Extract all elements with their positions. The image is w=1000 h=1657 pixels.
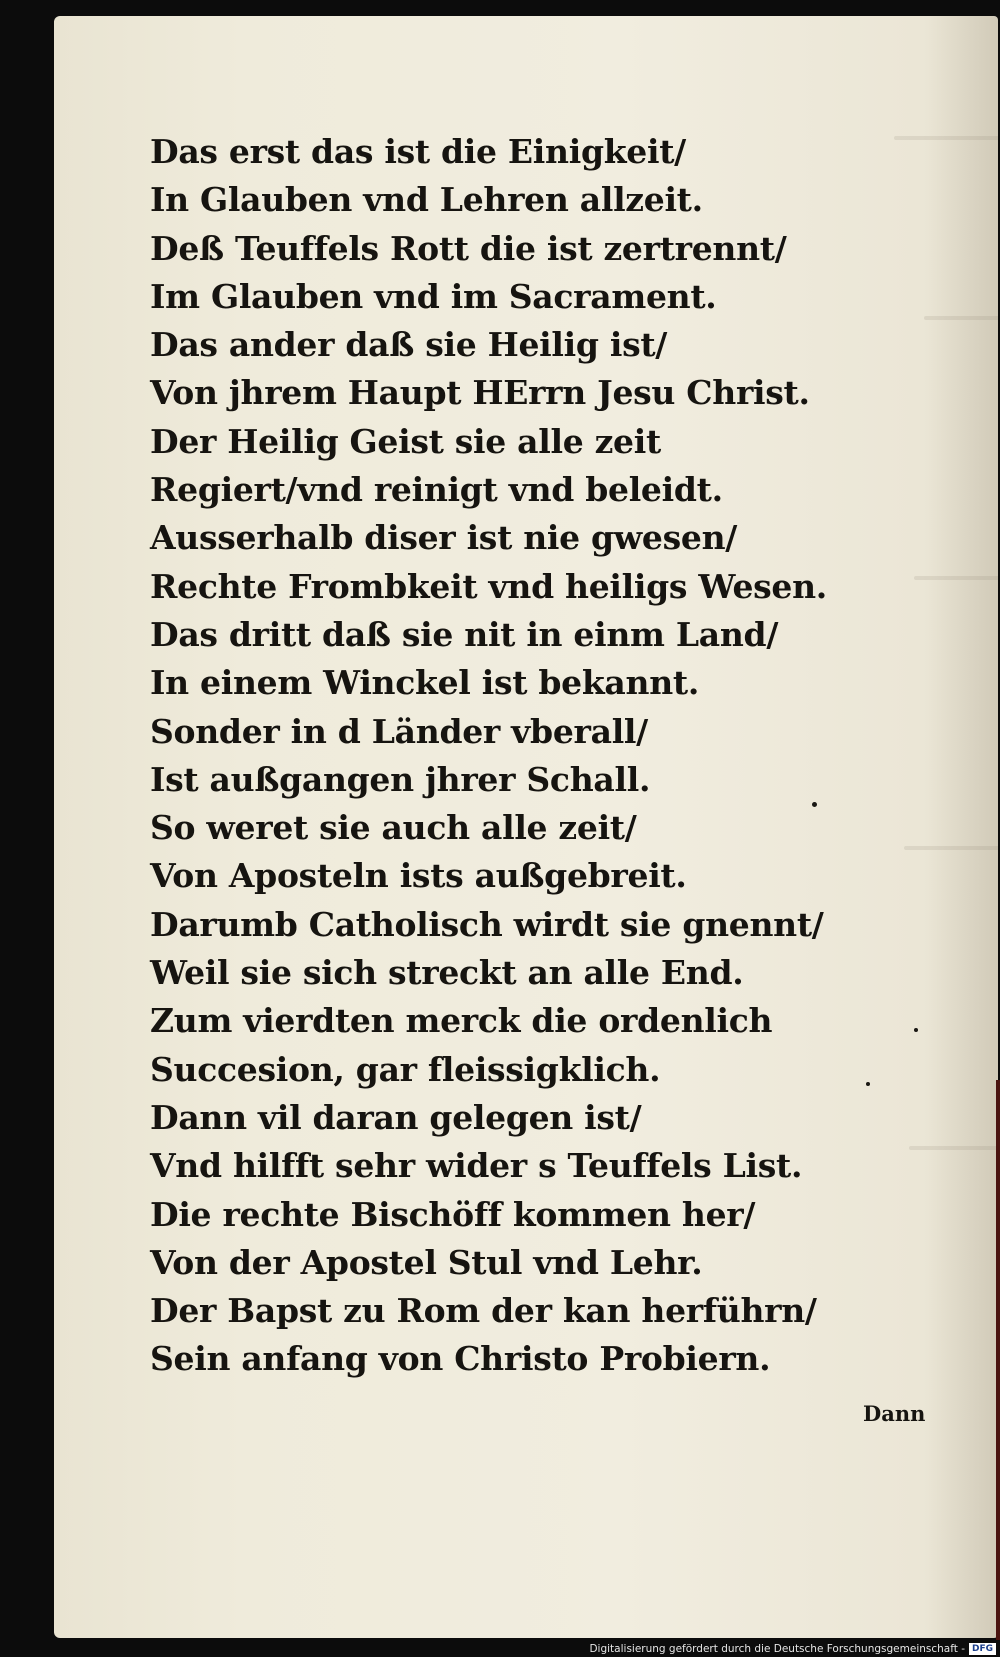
verse-line: Vnd hilfft sehr wider s Teuffels List. [150,1146,803,1186]
verse-text [150,128,827,1384]
verse-line: In einem Winckel ist bekannt. [150,663,700,703]
bleed-through-mark [924,316,998,320]
dfg-logo-icon: DFG [969,1643,996,1655]
verse-line: Sonder in d Länder vberall/ [150,711,648,751]
ink-speck [866,1082,870,1086]
bleed-through-mark [894,136,998,140]
verse-line: In Glauben vnd Lehren allzeit. [150,180,703,220]
book-edge [996,1080,1000,1640]
verse-line: Im Glauben vnd im Sacrament. [150,276,717,316]
verse-line: Von jhrem Haupt HErrn Jesu Christ. [150,373,810,413]
verse-line: Ist außgangen jhrer Schall. [150,759,651,799]
verse-line: Succesion, gar fleissigklich. [150,1049,661,1089]
verse-line: Rechte Frombkeit vnd heiligs Wesen. [150,566,827,606]
verse-line: Ausserhalb diser ist nie gwesen/ [150,518,738,558]
bleed-through-mark [909,1146,998,1150]
bleed-through-mark [904,846,998,850]
verse-line: Von der Apostel Stul vnd Lehr. [150,1242,703,1282]
verse-line: Dann vil daran gelegen ist/ [150,1097,642,1137]
verse-line: Regiert/vnd reinigt vnd beleidt. [150,470,723,510]
book-page [54,16,998,1638]
footer-text: Digitalisierung gefördert durch die Deutsche Forschungsgemeinschaft - [589,1643,965,1655]
verse-line: Darumb Catholisch wirdt sie gnennt/ [150,904,824,944]
verse-line: Weil sie sich streckt an alle End. [150,953,744,993]
verse-line: Der Heilig Geist sie alle zeit [150,421,661,461]
verse-line: Zum vierdten merck die ordenlich [150,1001,773,1041]
catchword: Dann [863,1401,926,1426]
verse-line: Die rechte Bischöff kommen her/ [150,1194,756,1234]
digitization-footer [589,1643,996,1655]
bleed-through-mark [914,576,998,580]
verse-line: Der Bapst zu Rom der kan herführn/ [150,1291,817,1331]
ink-speck [914,1028,918,1032]
verse-line: Sein anfang von Christo Probiern. [150,1339,771,1379]
ink-speck [812,802,817,807]
verse-line: Das erst das ist die Einigkeit/ [150,132,686,171]
verse-line: Von Aposteln ists außgebreit. [150,856,687,896]
verse-line: Das ander daß sie Heilig ist/ [150,325,668,365]
verse-line: So weret sie auch alle zeit/ [150,808,637,848]
verse-line: Deß Teuffels Rott die ist zertrennt/ [150,228,787,268]
verse-line: Das dritt daß sie nit in einm Land/ [150,614,779,654]
